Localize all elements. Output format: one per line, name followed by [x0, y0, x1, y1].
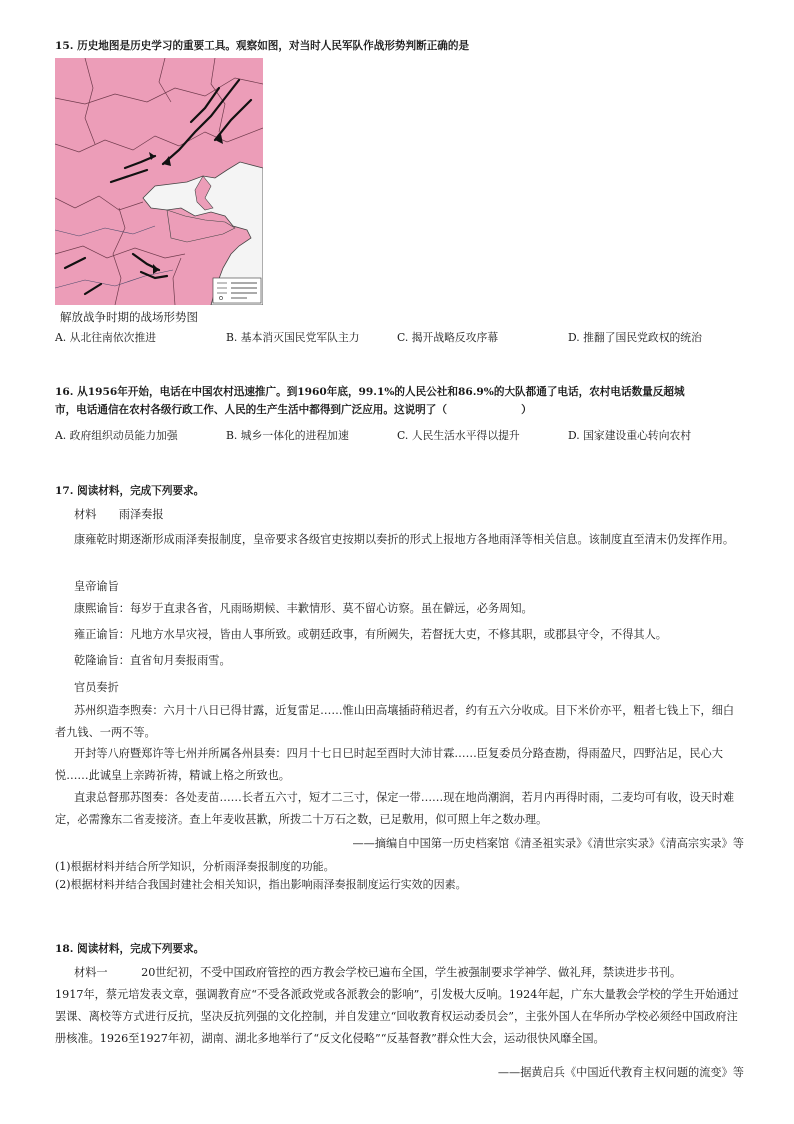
q16-option-b[interactable]: B. 城乡一体化的进程加速 — [226, 429, 349, 442]
q17-stem: 17. 阅读材料，完成下列要求。 — [55, 485, 205, 497]
q17-qianlong: 乾隆谕旨：直省旬月奏报雨雪。 — [74, 654, 231, 667]
q18-material1-line1: 材料一 20世纪初，不受中国政府管控的西方教会学校已遍布全国，学生被强制要求学神学、做礼拜，禁读进步书刊。 — [74, 966, 682, 979]
q17-requirement-1: (1)根据材料并结合所学知识，分析雨泽奏报制度的功能。 — [55, 860, 335, 873]
q17-zhili: 直隶总督那苏图奏：各处麦苗……长者五六寸，短才二三寸，保定一带……现在地尚潮润，若月内再得时雨，二麦均可有收，设天时难定，必需豫东二省麦接济。查上年麦收甚歉，所拨二十万石之数，已足敷用，似可照上年之数办理。 — [55, 791, 735, 826]
q17-kangxi: 康熙谕旨：每岁于直隶各省，凡雨旸期候、丰歉情形、莫不留心访察。虽在僻远，必务周知。 — [74, 602, 533, 615]
q17-source: ——摘编自中国第一历史档案馆《清圣祖实录》《清世宗实录》《清高宗实录》等 — [352, 837, 744, 850]
q17-suzhou: 苏州织造李煦奏：六月十八日已得甘露，近复雷足……惟山田高壤插莳稍迟者，约有五六分收成。目下米价亦平，粗者七钱上下，细白者九钱、一两不等。 — [55, 704, 735, 739]
q15-option-a[interactable]: A. 从北往南依次推进 — [55, 331, 157, 344]
q17-kaifeng: 开封等八府暨郑许等七州并所属各州县奏：四月十七日巳时起至酉时大沛甘霖……臣复委员分路查勘，得雨盈尺，四野沾足，民心大悦……此诚皇上亲踌祈祷，精诚上格之所致也。 — [55, 747, 723, 782]
battlefield-map — [55, 58, 263, 305]
q18-source: ——据黄启兵《中国近代教育主权问题的流变》等 — [497, 1066, 744, 1079]
q15-option-d[interactable]: D. 推翻了国民党政权的统治 — [568, 331, 702, 344]
q16-option-d[interactable]: D. 国家建设重心转向农村 — [568, 429, 692, 442]
q17-edict-heading: 皇帝谕旨 — [74, 580, 119, 593]
battlefield-map-image — [55, 58, 263, 305]
q17-intro: 康雍乾时期逐渐形成雨泽奏报制度，皇帝要求各级官吏按期以奏折的形式上报地方各地雨泽等相关信息。该制度直至清末仍发挥作用。 — [74, 533, 735, 546]
q15-option-c[interactable]: C. 揭开战略反攻序幕 — [397, 331, 499, 344]
q17-material-title: 材料 雨泽奏报 — [74, 508, 164, 521]
q16-option-a[interactable]: A. 政府组织动员能力加强 — [55, 429, 178, 442]
q15-stem: 15. 历史地图是历史学习的重要工具。观察如图，对当时人民军队作战形势判断正确的是 — [55, 40, 470, 52]
q15-option-b[interactable]: B. 基本消灭国民党军队主力 — [226, 331, 360, 344]
q16-option-c[interactable]: C. 人民生活水平得以提升 — [397, 429, 520, 442]
q16-stem-line2: 市，电话通信在农村各级行政工作、人民的生产生活中都得到广泛应用。这说明了（ ） — [55, 404, 532, 416]
q18-stem: 18. 阅读材料，完成下列要求。 — [55, 943, 205, 955]
map-caption: 解放战争时期的战场形势图 — [60, 310, 198, 324]
q18-material1-body: 1917年，蔡元培发表文章，强调教育应“不受各派政党或各派教会的影响”，引发极大反响。1924年起，广东大量教会学校的学生开始通过罢课、离校等方式进行反抗，坚决反抗列强的文化控制，并自发建立“回收教育权运动委员会”，主张外国人在华所办学校必须经中国政府注册核准。1926至1927年初，湖南、湖北多地举行了“反文化侵略”“反基督教”群众性大会，运动很快风靡全国。 — [55, 988, 739, 1045]
q17-memorial-heading: 官员奏折 — [74, 681, 119, 694]
q17-requirement-2: (2)根据材料并结合我国封建社会相关知识，指出影响雨泽奏报制度运行实效的因素。 — [55, 878, 467, 891]
q16-stem-line1: 16. 从1956年开始，电话在中国农村迅速推广。到1960年底，99.1%的人民公社和86.9%的大队都通了电话，农村电话数量反超城 — [55, 386, 685, 398]
q17-yongzheng: 雍正谕旨：凡地方水旱灾祲，皆由人事所致。或朝廷政事，有所阙失，若督抚大吏，不修其职，或郡县守令，不得其人。 — [74, 628, 667, 641]
